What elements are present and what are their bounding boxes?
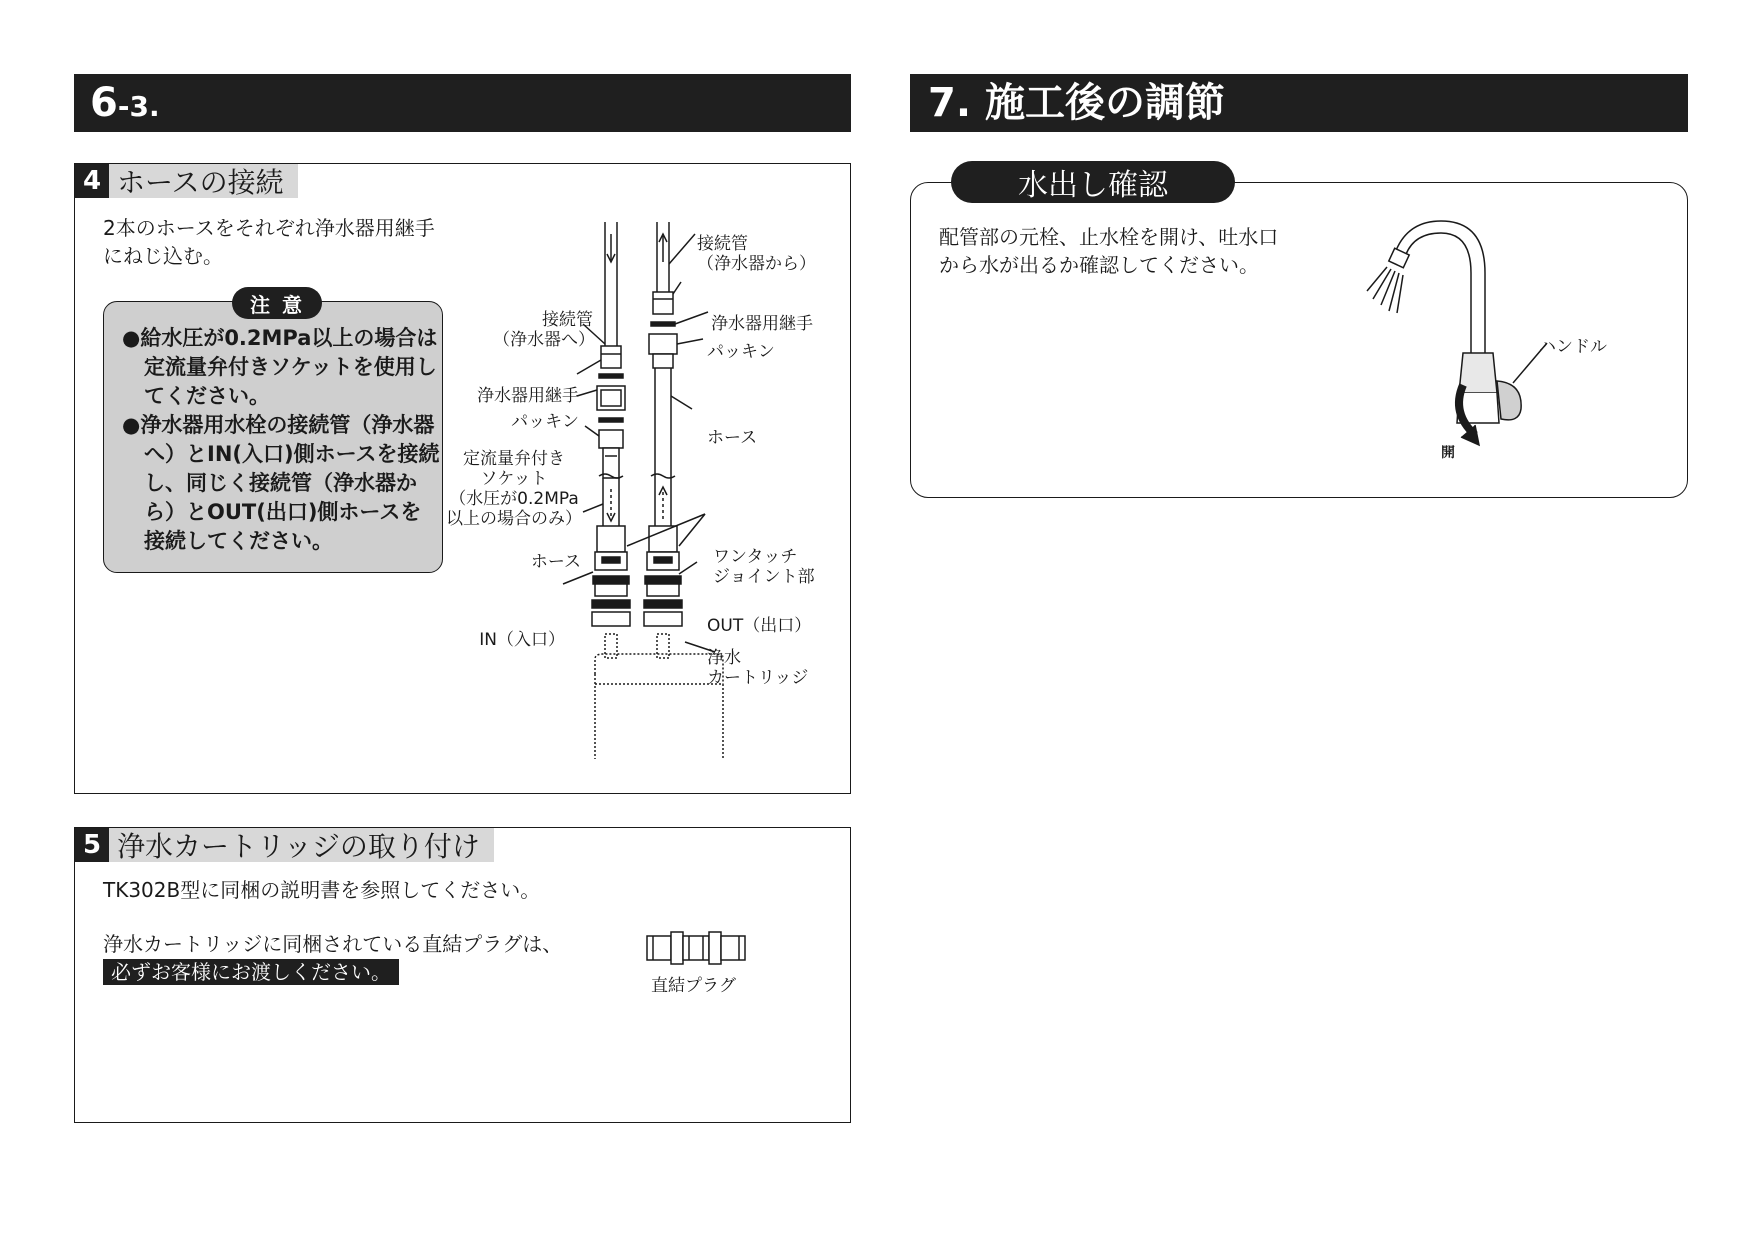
section-header-6-3 [74, 74, 851, 132]
step-number: 5 [75, 828, 109, 862]
label-pipe-from-purifier: 接続管 （浄水器から） [697, 234, 816, 274]
section-subnumber: -3. [117, 90, 160, 123]
highlight-text: 必ずお客様にお渡しください。 [103, 959, 399, 985]
section-title: 7. 施工後の調節 [928, 80, 1225, 126]
water-check-text: 配管部の元栓、止水栓を開け、吐水口 から水が出るか確認してください。 [939, 225, 1279, 277]
caution-item: ●給水圧が0.2MPa以上の場合は定流量弁付きソケットを使用してください。 [122, 326, 438, 408]
label-open: 開 [1441, 445, 1455, 461]
label-joint-left: 浄水器用継手 [477, 386, 579, 406]
label-joint-right: 浄水器用継手 [711, 314, 813, 334]
direct-plug-illustration [645, 928, 755, 968]
step4-intro: 2本のホースをそれぞれ浄水器用継手 にねじ込む。 [103, 216, 435, 268]
step-number: 4 [75, 164, 109, 198]
water-check-title: 水出し確認 [951, 161, 1235, 203]
label-handle: ハンドル [1539, 337, 1607, 357]
label-hose-left: ホース [530, 552, 581, 572]
label-socket: 定流量弁付き ソケット （水圧が0.2MPa 以上の場合のみ） [446, 449, 582, 529]
label-packing-right: パッキン [707, 342, 775, 362]
label-direct-plug: 直結プラグ [651, 976, 736, 996]
step5-line3 [103, 958, 399, 986]
step5-line2: 浄水カートリッジに同梱されている直結プラグは、 [103, 932, 563, 956]
step5-line1: TK302B型に同梱の説明書を参照してください。 [103, 878, 541, 902]
step-title: 浄水カートリッジの取り付け [117, 830, 480, 863]
label-packing-left: パッキン [511, 412, 579, 432]
label-in: IN（入口） [479, 630, 565, 650]
label-pipe-to-purifier: 接続管 （浄水器へ） [493, 310, 595, 350]
caution-item: ●浄水器用水栓の接続管（浄水器へ）とIN(入口)側ホースを接続し、同じく接続管（浄水器から）とOUT(出口)側ホースを接続してください。 [122, 413, 440, 553]
section-number: 6 [90, 80, 118, 126]
step5-box [74, 827, 851, 1123]
label-one-touch-joint: ワンタッチ ジョイント部 [713, 547, 815, 587]
label-hose-right: ホース [707, 428, 758, 448]
label-out: OUT（出口） [707, 616, 812, 636]
label-cartridge: 浄水 カートリッジ [707, 648, 809, 688]
step4-box [74, 163, 851, 794]
water-check-box [910, 168, 1688, 498]
section-header-7 [910, 74, 1688, 132]
faucet-illustration [1351, 213, 1551, 453]
step-title: ホースの接続 [117, 166, 284, 199]
step5-heading [75, 828, 494, 862]
caution-badge: 注意 [232, 287, 322, 319]
